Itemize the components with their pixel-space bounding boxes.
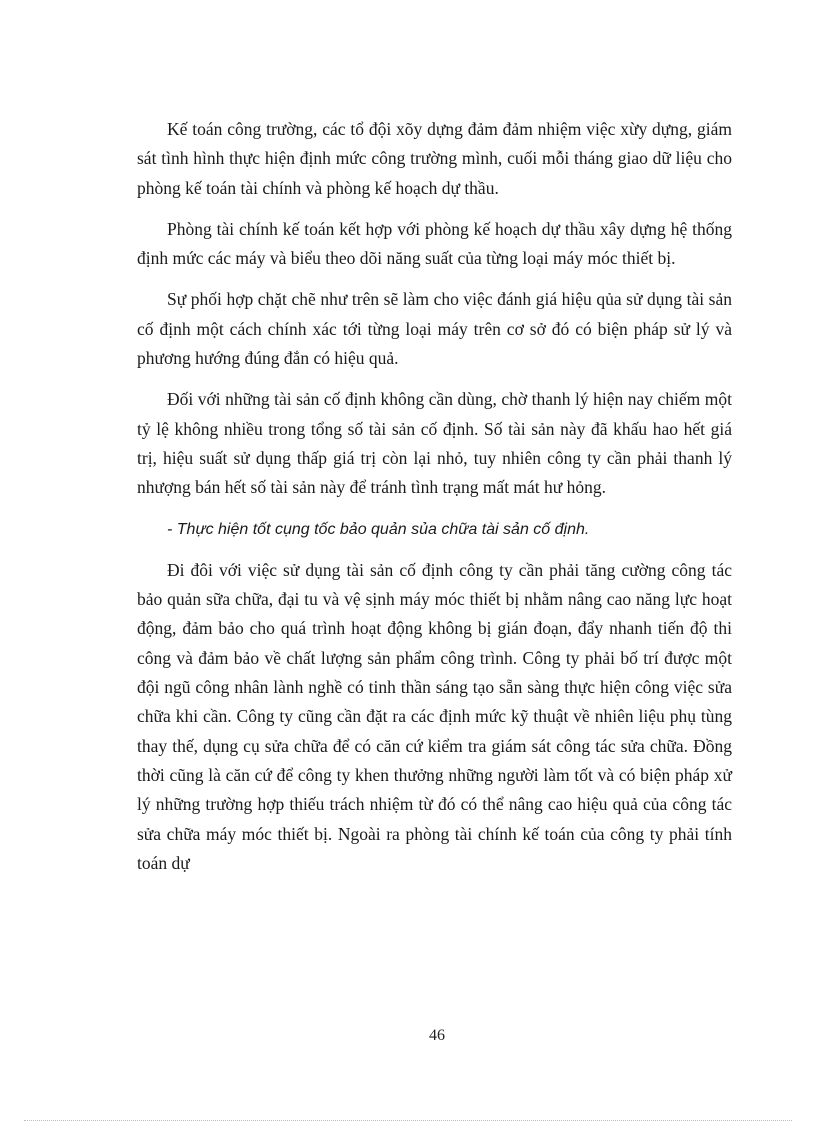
paragraph-1: Kế toán công trường, các tổ đội xõy dựng đảm đảm nhiệm việc xừy dựng, giám sát tình hình thực hiện định mức công trường mình, cuối mỗi tháng giao dữ liệu cho phòng kế toán tài chính và phòng kế hoạch dự thầu. [137, 119, 732, 198]
paragraph-3: Sự phối hợp chặt chẽ như trên sẽ làm cho việc đánh giá hiệu qủa sử dụng tài sản cố định một cách chính xác tới từng loại máy trên cơ sở đó có biện pháp sử lý và phương hướng đúng đắn có hiệu quả. [137, 289, 732, 369]
document-body [137, 115, 732, 890]
page-number: 46 [429, 1027, 445, 1044]
paragraph-5: Đi đôi với việc sử dụng tài sản cố định công ty cần phải tăng cường công tác bảo quản sữa chữa, đại tu và vệ sịnh máy móc thiết bị nhằm nâng cao năng lực hoạt động, đảm bảo cho quá trình hoạt động không bị gián đoạn, đẩy nhanh tiến độ thi công và đảm bảo về chất lượng sản phẩm công trình. Công ty phải bố trí được một đội ngũ công nhân lành nghề có tinh thần sáng tạo sẵn sàng thực hiện công việc sửa chữa khi cần. Công ty cũng cần đặt ra các định mức kỹ thuật về nhiên liệu phụ tùng thay thế, dụng cụ sửa chữa để có căn cứ kiểm tra giám sát công tác sửa chữa. Đồng thời cũng là căn cứ để công ty khen thưởng những người làm tốt và có biện pháp xử lý những trường hợp thiếu trách nhiệm từ đó có thể nâng cao hiệu quả của công tác sửa chữa máy móc thiết bị. Ngoài ra phòng tài chính kế toán của công ty phải tính toán dự [137, 559, 732, 873]
page-bottom-divider [24, 1120, 792, 1121]
paragraph-2: Phòng tài chính kế toán kết hợp với phòng kế hoạch dự thầu xây dựng hệ thống định mức các máy và biểu theo dõi năng suất của từng loại máy móc thiết bị. [137, 218, 732, 269]
paragraph-4: Đối với những tài sản cố định không cần dùng, chờ thanh lý hiện nay chiếm một tỷ lệ không nhiều trong tổng số tài sản cố định. Số tài sản này đã khấu hao hết giá trị, hiệu suất sử dụng thấp giá trị còn lại nhỏ, tuy nhiên công ty cần phải thanh lý nhượng bán hết số tài sản này để tránh tình trạng mất mát hư hỏng. [137, 389, 732, 498]
section-subheading: - Thực hiện tốt cụng tốc bảo quản sủa chữa tài sản cố định. [167, 520, 590, 538]
